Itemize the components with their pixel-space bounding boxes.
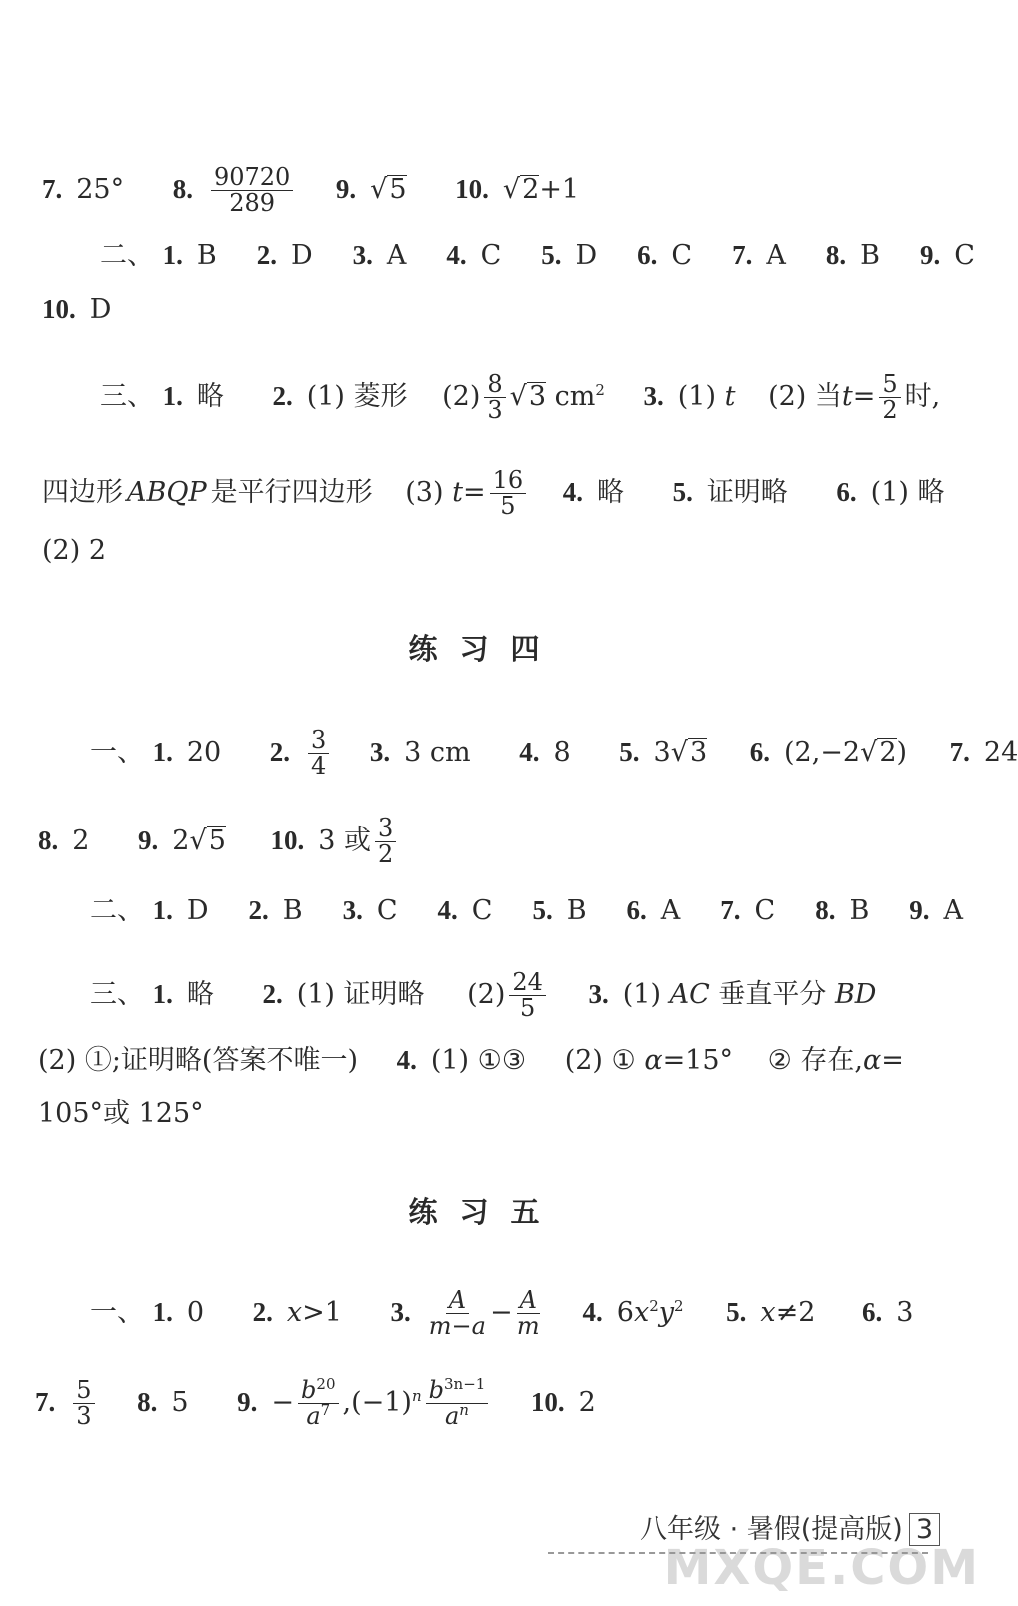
choice-answer: B [566,895,587,926]
fraction: $\frac{8}{3}$ [484,372,505,423]
answer-line-4-6: 105°或 125° [38,1098,204,1129]
choice-answer: C [671,240,693,271]
answer-line-3-3: 10. D [42,294,112,325]
question-number: 6. [637,240,658,270]
choice-answer: C [471,895,493,926]
question-number: 1. [162,240,183,270]
sqrt: √2 [502,174,540,206]
question-number: 4. [446,240,467,270]
answer-line-5-1: 一、 1. 0 2. x>1 3. $\frac{A}{m-a}$ − $\frac{A}{m}$ 4. $6x^2y^2$ 5. x≠2 6. 3 [90,1286,914,1341]
choice-answer: B [196,240,217,271]
choice-answer: D [186,895,209,926]
fraction: $\frac{5}{3}$ [73,1378,94,1429]
question-number: 4. [437,895,458,925]
question-number: 7. [720,895,741,925]
question-number: 5. [541,240,562,270]
question-number: 5. [532,895,553,925]
question-number: 9. [919,240,941,270]
question-number: 9. [909,895,930,925]
fraction: $\frac{A}{m}$ [516,1286,540,1341]
question-number: 2. [248,895,269,925]
choice-answer: B [282,895,303,926]
answer-line-3-2: 二、 1. B 2. D 3. A 4. C 5. D 6. C 7. A 8. B 9. C [100,240,975,271]
fraction: $\frac{b^{20}}{a^7}$ [298,1378,338,1429]
fraction: $\frac{A}{m-a}$ [428,1286,486,1341]
question-number: 8. [825,240,847,270]
choice-answer: A [943,895,964,926]
section-heading: 练习四 [408,632,562,666]
answer-line-4-2: 8. 2 9. 2√5 10. 3 或 $\frac{3}{2}$ [38,816,400,867]
fraction: $\frac{b^{3n-1}}{a^n}$ [426,1378,489,1429]
section-heading: 练习五 [408,1195,562,1229]
choice-answer: C [754,895,776,926]
answer-line-4-5: (2) ①;证明略(答案不唯一) 4. (1) ①③ (2) ① α=15° ② 存在,α= [38,1045,904,1076]
footer-label: 八年级 · 暑假(提高版) [639,1514,903,1545]
question-number: 3. [342,895,363,925]
question-number: 1. [152,895,173,925]
answer-line-5-2: 7. $\frac{5}{3}$ 8. 5 9. − $\frac{b^{20}}{a^7}$ $,(-1)^n$ $\frac{b^{3n-1}}{a^n}$ 10. 2 [35,1375,596,1431]
answer-line-3-4: 三、 1. 略 2. (1) 菱形 (2) $\frac{8}{3}$ √3 $cm^2$ 3. (1) t (2) 当t= $\frac{5}{2}$ 时, [100,370,941,425]
page-number: 3 [909,1513,940,1546]
choice-answer: A [660,895,681,926]
sqrt: √3 [509,381,547,413]
sqrt: √5 [189,825,226,857]
answer-line-4-3: 二、 1. D 2. B 3. C 4. C 5. B 6. A 7. C 8. B 9. A [90,895,964,926]
fraction: $\frac{3}{4}$ [308,728,329,779]
sqrt: √5 [370,174,407,206]
question-number: 7. [732,240,753,270]
choice-answer: A [386,240,407,271]
fraction: $\frac{5}{2}$ [879,372,900,423]
choice-answer: D [575,240,598,271]
sqrt: √2 [860,737,897,769]
choice-answer: A [766,240,786,271]
choice-answer: B [860,240,880,271]
choice-answer: C [954,240,975,271]
choice-answer: C [480,240,502,271]
choice-answer: B [849,895,870,926]
sqrt: √3 [670,737,708,769]
fraction: $\frac{24}{5}$ [509,970,546,1021]
watermark: MXQE.COM [663,1540,980,1596]
question-number: 6. [626,895,647,925]
fraction: $\frac{16}{5}$ [490,468,527,519]
fraction: $\frac{3}{2}$ [375,816,396,867]
question-number: 2. [256,240,277,270]
choice-answer: C [376,895,398,926]
choice-answer: D [290,240,313,271]
answer-line-4-4: 三、 1. 略 2. (1) 证明略 (2) $\frac{24}{5}$ 3. (1) AC 垂直平分 BD [90,968,877,1023]
answer-line-4-1: 一、 1. 20 2. $\frac{3}{4}$ 3. 3 cm 4. 8 5. 3√3 6. (2,−2√2) 7. 24 [90,726,1018,781]
answer-line-3-5: 四边形 ABQP 是平行四边形 (3) t= $\frac{16}{5}$ 4. 略 5. 证明略 6. (1) 略 [42,466,945,521]
answer-line-3-6: (2) 2 [42,535,107,566]
question-number: 8. [815,895,836,925]
question-number: 3. [352,240,373,270]
answer-line-3-1: 7. 25° 8. $\frac{90720}{289}$ 9. √5 10. √2+1 [42,163,580,218]
fraction: $\frac{90720}{289}$ [211,165,293,216]
